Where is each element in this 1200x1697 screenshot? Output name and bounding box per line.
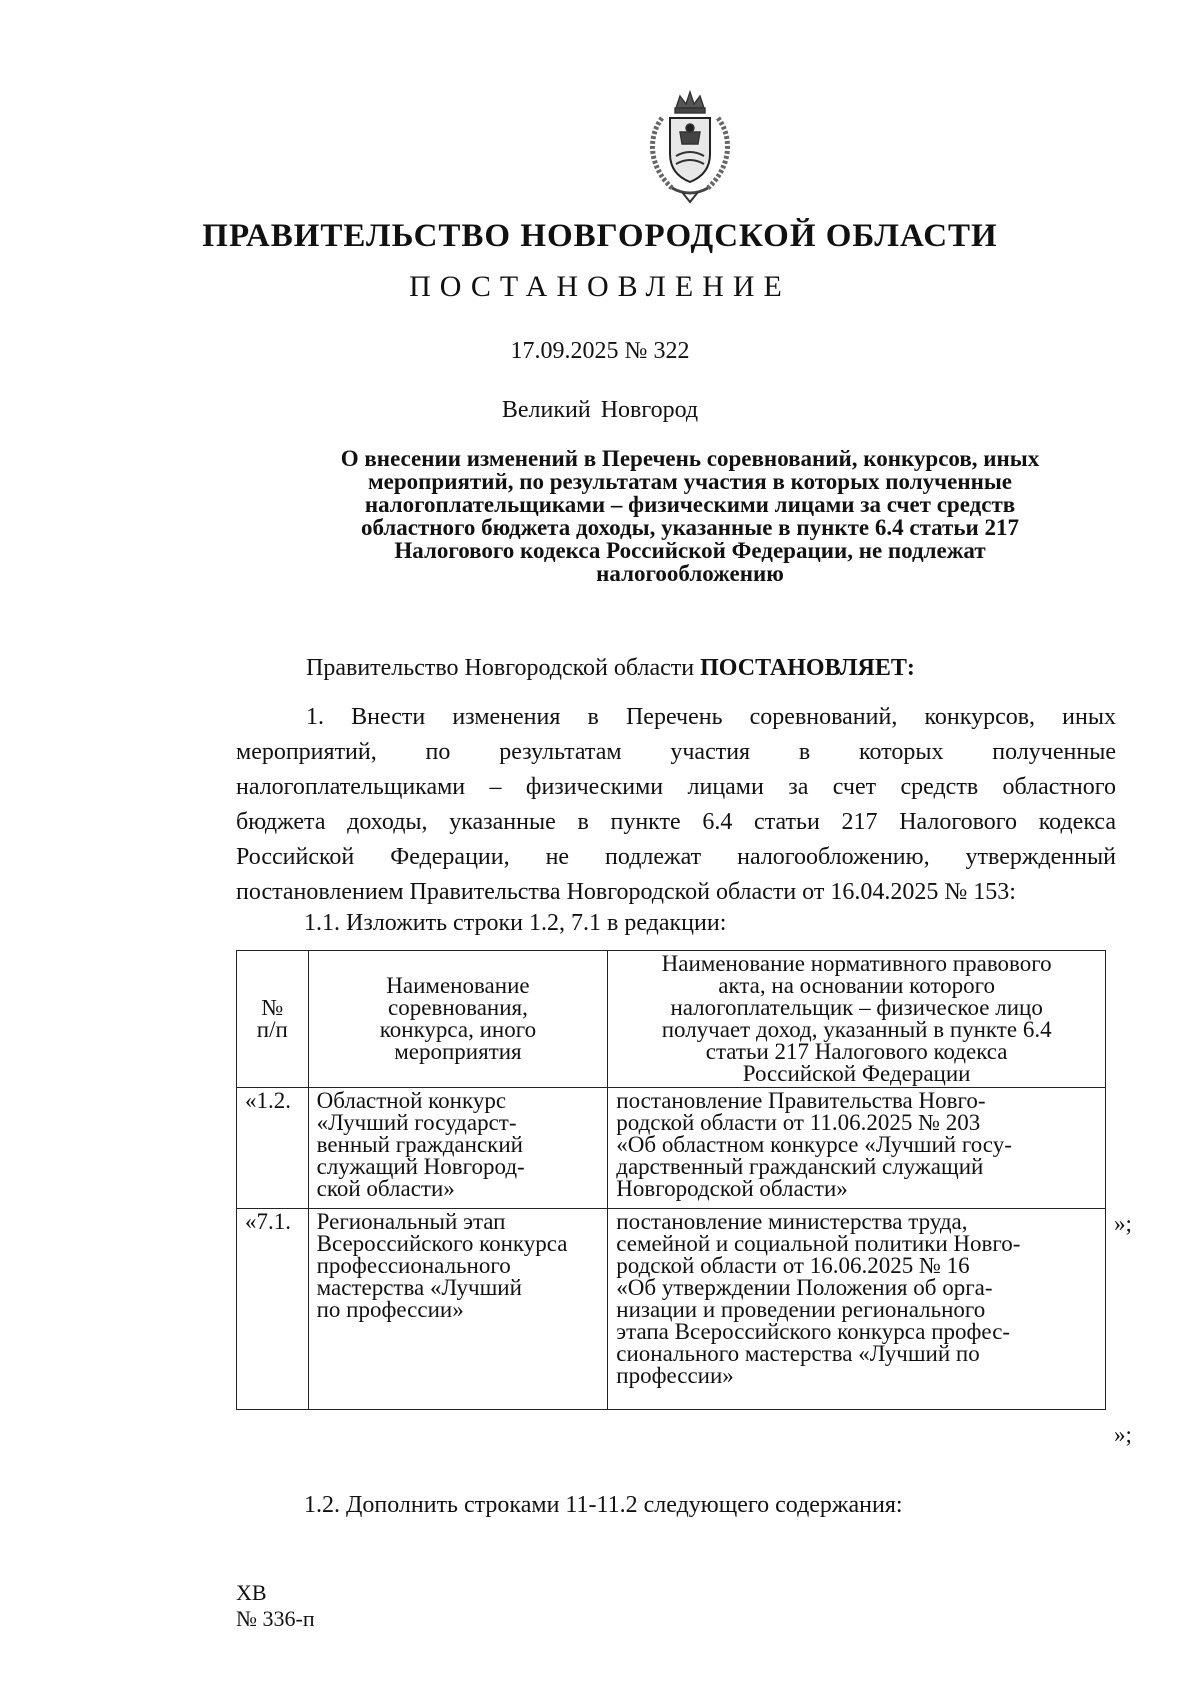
paragraph-line: 1. Внести изменения в Перечень соревнований, конкурсов, иных [306, 704, 1116, 730]
table-header-row [237, 951, 1106, 1088]
header-num-line: п/п [256, 1017, 288, 1042]
row-act-line: этапа Всероссийского конкурса профес- [616, 1319, 1011, 1344]
paragraph-1 [236, 700, 1116, 910]
header-act-line: налогоплательщик – физическое лицо [670, 995, 1043, 1020]
row-closer: »; [1114, 1422, 1132, 1447]
footer-registration [236, 1580, 315, 1632]
header-num-line: № [261, 995, 284, 1020]
row-name-line: по профессии» [316, 1297, 464, 1322]
header-act-line: акта, на основании которого [718, 973, 995, 998]
preamble-decree-word: ПОСТАНОВЛЯЕТ: [700, 655, 915, 681]
header-num [237, 951, 309, 1088]
row-name-line: ской области» [316, 1176, 455, 1201]
row-act-line: родской области от 16.06.2025 № 16 [616, 1253, 970, 1278]
paragraph-line: мероприятий, по результатам участия в которых полученные [236, 739, 1116, 765]
row-closer: »; [1114, 1211, 1132, 1236]
row-act-line: «Об областном конкурсе «Лучший госу- [616, 1132, 1012, 1157]
row-act-line: постановление министерства труда, [616, 1209, 968, 1234]
paragraph-line: бюджета доходы, указанные в пункте 6.4 статьи 217 Налогового кодекса [236, 809, 1116, 835]
preamble-text: Правительство Новгородской области [306, 655, 695, 681]
header-name-line: соревнования, [388, 995, 528, 1020]
row-name-line: профессионального [316, 1253, 511, 1278]
row-name [308, 1209, 608, 1410]
subject-line: налогообложению [596, 561, 784, 586]
header-act-line: статьи 217 Налогового кодекса [705, 1039, 1008, 1064]
coat-of-arms-icon [642, 88, 738, 204]
row-name-line: Региональный этап [316, 1209, 506, 1234]
footer-reg-number: № 336-п [236, 1606, 315, 1631]
row-act-line: профессии» [616, 1363, 734, 1388]
paragraph-line: Российской Федерации, не подлежат налогообложению, утвержденный [236, 844, 1116, 870]
header-act-line: получает доход, указанный в пункте 6.4 [661, 1017, 1052, 1042]
header-name-line: мероприятия [394, 1039, 522, 1064]
amendment-table [236, 950, 1106, 1410]
header-act [608, 951, 1106, 1088]
paragraph-line: постановлением Правительства Новгородской области от 16.04.2025 № 153: [236, 879, 1016, 905]
document-type: ПОСТАНОВЛЕНИЕ [409, 270, 791, 303]
row-act-line: семейной и социальной политики Новго- [616, 1231, 1021, 1256]
subject-line: Налогового кодекса Российской Федерации, не подлежат [394, 538, 986, 563]
preamble [306, 655, 915, 682]
subpoint-1-1: 1.1. Изложить строки 1.2, 7.1 в редакции: [304, 910, 727, 936]
row-act [608, 1209, 1106, 1410]
row-name-line: служащий Новгород- [316, 1154, 525, 1179]
row-act-line: «Об утверждении Положения об орга- [616, 1275, 993, 1300]
paragraph-line: налогоплательщиками – физическими лицами за счет средств областного [236, 774, 1116, 800]
row-name-line: Всероссийского конкурса [316, 1231, 568, 1256]
row-name-line: Областной конкурс [316, 1088, 507, 1113]
row-num: «1.2. [237, 1088, 309, 1209]
row-name-line: венный гражданский [316, 1132, 523, 1157]
subject-line: областного бюджета доходы, указанные в пункте 6.4 статьи 217 [360, 515, 1020, 540]
row-act-line: низации и проведении регионального [616, 1297, 986, 1322]
header-name-line: Наименование [386, 973, 530, 998]
row-name [308, 1088, 608, 1209]
row-name-line: «Лучший государст- [316, 1110, 517, 1135]
row-act-line: дарственный гражданский служащий [616, 1154, 984, 1179]
row-act-line: Новгородской области» [616, 1176, 848, 1201]
row-act [608, 1088, 1106, 1209]
table-row [237, 1209, 1106, 1410]
header-act-line: Наименование нормативного правового [661, 951, 1052, 976]
row-num: «7.1. [237, 1209, 309, 1410]
row-name-line: мастерства «Лучший [316, 1275, 522, 1300]
header-act-line: Российской Федерации [742, 1061, 971, 1086]
document-date-number: 17.09.2025 № 322 [510, 338, 690, 364]
table-row [237, 1088, 1106, 1209]
subject-line: мероприятий, по результатам участия в которых полученные [368, 469, 1012, 494]
header-name-line: конкурса, иного [379, 1017, 537, 1042]
row-act-line: сионального мастерства «Лучший по [616, 1341, 980, 1366]
row-act-line: постановление Правительства Новго- [616, 1088, 986, 1113]
organization-title: ПРАВИТЕЛЬСТВО НОВГОРОДСКОЙ ОБЛАСТИ [202, 218, 998, 254]
header-name [308, 951, 608, 1088]
document-city: Великий Новгород [501, 397, 699, 423]
subject-line: налогоплательщиками – физическими лицами за счет средств [364, 492, 1016, 517]
document-subject [262, 447, 1118, 585]
subject-line: О внесении изменений в Перечень соревнований, конкурсов, иных [340, 446, 1040, 471]
footer-initials: ХВ [236, 1580, 267, 1605]
subpoint-1-2: 1.2. Дополнить строками 11-11.2 следующего содержания: [304, 1492, 903, 1518]
row-act-line: родской области от 11.06.2025 № 203 [616, 1110, 981, 1135]
